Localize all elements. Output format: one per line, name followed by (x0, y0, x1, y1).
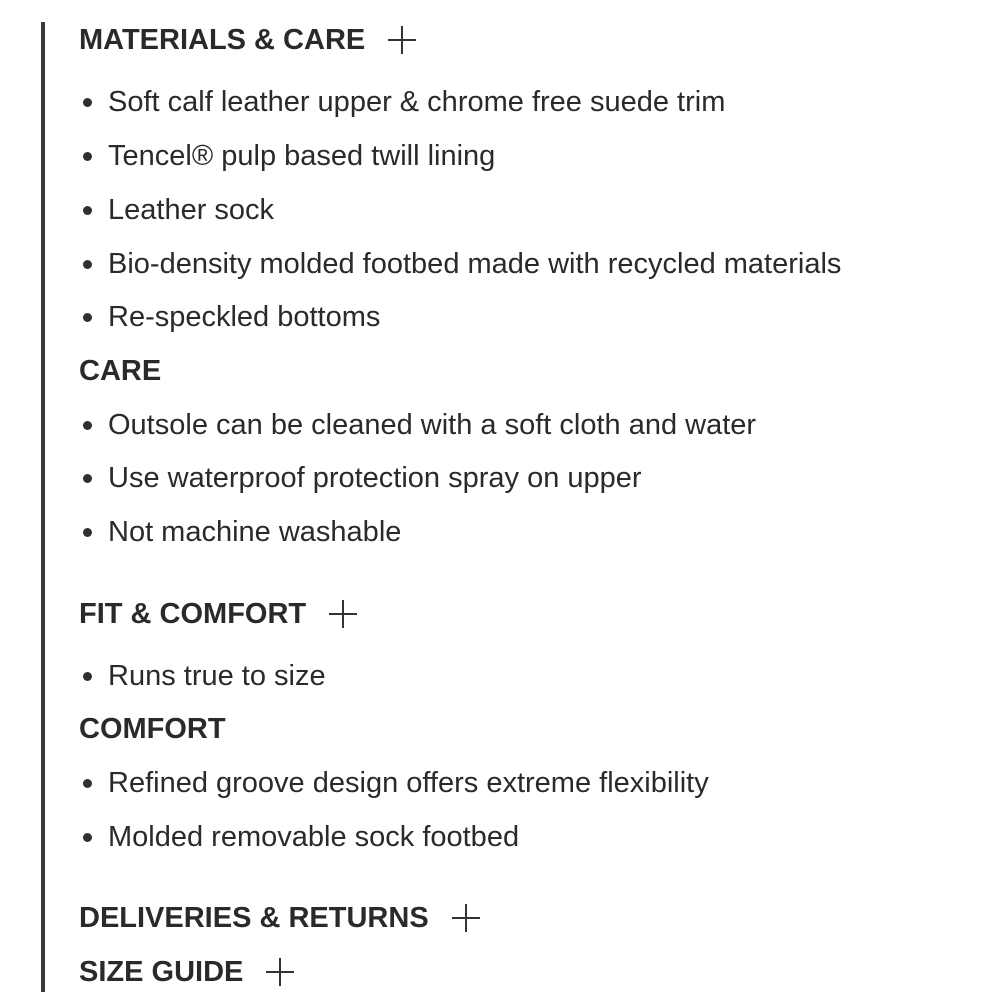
list-item-text: Bio-density molded footbed made with recycled materials (108, 247, 842, 280)
list-item (79, 817, 519, 857)
list-item (79, 512, 401, 552)
list-item (79, 82, 725, 122)
plus-icon[interactable] (388, 26, 416, 54)
fit-comfort-toggle[interactable] (79, 594, 357, 634)
bullet-icon (83, 421, 92, 430)
list-item-text: Refined groove design offers extreme flexibility (108, 766, 709, 799)
deliveries-returns-toggle[interactable] (79, 898, 480, 938)
list-item-text: Runs true to size (108, 659, 326, 692)
bullet-icon (83, 474, 92, 483)
list-item-text: Outsole can be cleaned with a soft cloth and water (108, 408, 757, 441)
list-item (79, 136, 495, 176)
list-item (79, 656, 326, 696)
materials-care-heading: MATERIALS & CARE (79, 23, 366, 56)
list-item-text: Use waterproof protection spray on upper (108, 461, 642, 494)
deliveries-returns-heading: DELIVERIES & RETURNS (79, 901, 429, 934)
plus-icon[interactable] (452, 904, 480, 932)
bullet-icon (83, 528, 92, 537)
size-guide-toggle[interactable] (79, 952, 294, 992)
materials-care-toggle[interactable] (79, 20, 416, 60)
section-divider-rule (41, 22, 45, 992)
list-item (79, 297, 380, 337)
fit-comfort-heading: FIT & COMFORT (79, 597, 307, 630)
list-item-text: Soft calf leather upper & chrome free suede trim (108, 85, 726, 118)
list-item (79, 405, 756, 445)
list-item-text: Tencel® pulp based twill lining (108, 139, 496, 172)
list-item (79, 763, 709, 803)
list-item-text: Molded removable sock footbed (108, 820, 520, 853)
bullet-icon (83, 672, 92, 681)
list-item-text: Leather sock (108, 193, 275, 226)
care-subheading: CARE (79, 355, 162, 387)
list-item (79, 458, 642, 498)
comfort-subheading: COMFORT (79, 713, 226, 745)
plus-icon[interactable] (266, 958, 294, 986)
plus-icon[interactable] (329, 600, 357, 628)
bullet-icon (83, 206, 92, 215)
bullet-icon (83, 313, 92, 322)
bullet-icon (83, 98, 92, 107)
list-item (79, 244, 841, 284)
bullet-icon (83, 152, 92, 161)
bullet-icon (83, 833, 92, 842)
size-guide-heading: SIZE GUIDE (79, 955, 244, 988)
bullet-icon (83, 260, 92, 269)
bullet-icon (83, 779, 92, 788)
list-item-text: Re-speckled bottoms (108, 300, 381, 333)
list-item-text: Not machine washable (108, 515, 402, 548)
list-item (79, 190, 274, 230)
